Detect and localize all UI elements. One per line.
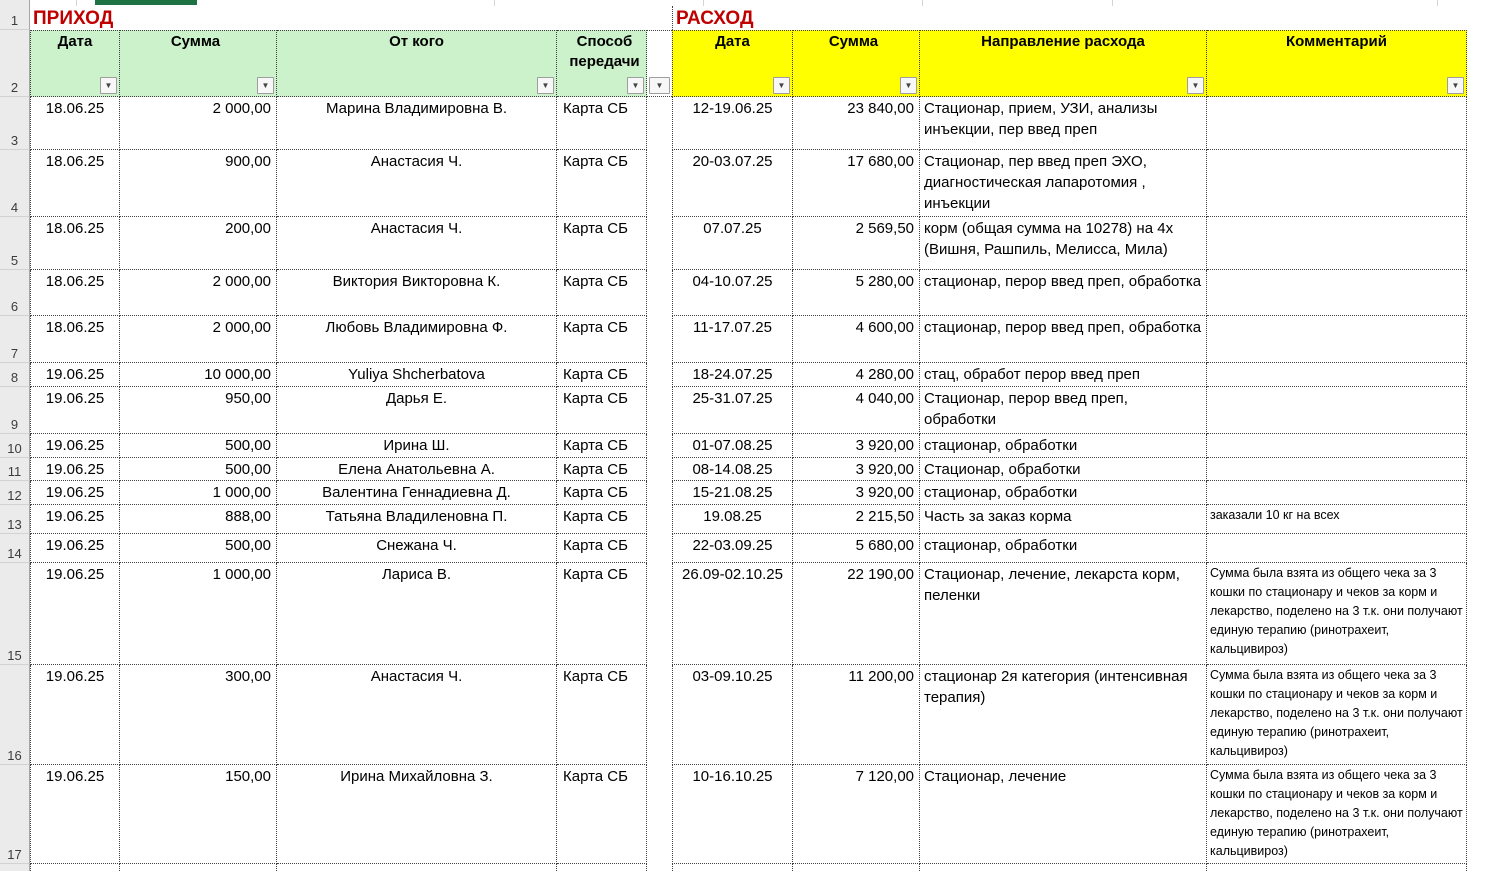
income-from-cell[interactable]: Анастасия Ч. (277, 665, 557, 765)
expense-sum-cell[interactable]: 4 040,00 (793, 387, 920, 434)
income-sum-cell[interactable]: 2 000,00 (120, 97, 277, 150)
expense-direction-cell[interactable]: корм (общая сумма на 10278) на 4х (Вишня, Рашпиль, Мелисса, Мила) (920, 217, 1207, 270)
cell-partial[interactable] (793, 864, 920, 871)
income-method-cell[interactable]: Карта СБ (557, 434, 647, 458)
expense-comment-header[interactable] (1207, 30, 1467, 97)
row-header-1[interactable]: 1 (0, 6, 30, 30)
expense-sum-header[interactable] (793, 30, 920, 97)
income-date-cell[interactable]: 18.06.25 (30, 316, 120, 363)
expense-date-cell[interactable]: 15-21.08.25 (672, 481, 793, 505)
expense-date-cell[interactable]: 26.09-02.10.25 (672, 563, 793, 665)
expense-sum-header-label: Сумма (828, 33, 879, 50)
income-from-cell[interactable]: Виктория Викторовна К. (277, 270, 557, 316)
income-date-cell[interactable]: 19.06.25 (30, 563, 120, 665)
income-sum-cell[interactable]: 150,00 (120, 765, 277, 864)
expense-comment-cell[interactable] (1207, 434, 1467, 458)
row-header-10[interactable]: 10 (0, 434, 30, 458)
expense-direction-cell[interactable]: стационар, перор введ преп, обработка (920, 316, 1207, 363)
income-date-cell[interactable]: 18.06.25 (30, 270, 120, 316)
income-sum-cell[interactable]: 500,00 (120, 434, 277, 458)
expense-direction-cell[interactable]: Стационар, перор введ преп, обработки (920, 387, 1207, 434)
cell-partial[interactable] (672, 864, 793, 871)
income-method-cell[interactable]: Карта СБ (557, 563, 647, 665)
expense-comment-cell[interactable]: Сумма была взята из общего чека за 3 кошки по стационару и чеков за корм и лекарство, поделено на 3 т.к. они получают единую терапию (ринотрахеит, кальцивироз) (1207, 665, 1467, 765)
income-sum-cell[interactable]: 300,00 (120, 665, 277, 765)
income-date-cell[interactable]: 19.06.25 (30, 458, 120, 481)
expense-sum-cell[interactable]: 5 280,00 (793, 270, 920, 316)
income-method-cell[interactable]: Карта СБ (557, 150, 647, 217)
spacer-cell[interactable] (647, 316, 672, 363)
expense-sum-cell[interactable]: 3 920,00 (793, 434, 920, 458)
income-method-cell[interactable]: Карта СБ (557, 316, 647, 363)
caret-down-icon: ▼ (1451, 80, 1460, 90)
expense-section-title[interactable]: РАСХОД (676, 8, 754, 29)
income-from-cell[interactable]: Елена Анатольевна А. (277, 458, 557, 481)
selection-edge-bar (95, 0, 197, 5)
row-header-7[interactable]: 7 (0, 316, 30, 363)
income-sum-header[interactable] (120, 30, 277, 97)
table-row (0, 665, 1485, 765)
row-header-13[interactable]: 13 (0, 505, 30, 534)
income-sum-cell[interactable]: 200,00 (120, 217, 277, 270)
expense-sum-cell[interactable]: 3 920,00 (793, 481, 920, 505)
cell-partial[interactable] (557, 864, 647, 871)
expense-sum-cell[interactable]: 2 215,50 (793, 505, 920, 534)
income-from-cell[interactable]: Ирина Ш. (277, 434, 557, 458)
spacer-cell[interactable] (647, 387, 672, 434)
caret-down-icon: ▼ (655, 80, 664, 90)
expense-date-cell[interactable]: 12-19.06.25 (672, 97, 793, 150)
income-sum-cell[interactable]: 1 000,00 (120, 481, 277, 505)
income-from-cell[interactable]: Лариса В. (277, 563, 557, 665)
expense-sum-cell[interactable]: 4 600,00 (793, 316, 920, 363)
filter-dropdown-income-sum[interactable] (257, 77, 274, 94)
income-method-cell[interactable]: Карта СБ (557, 387, 647, 434)
expense-date-cell[interactable]: 20-03.07.25 (672, 150, 793, 217)
table-row (0, 458, 1485, 481)
expense-comment-cell[interactable] (1207, 97, 1467, 150)
table-row (0, 97, 1485, 150)
income-date-cell[interactable]: 18.06.25 (30, 150, 120, 217)
income-from-cell[interactable]: Анастасия Ч. (277, 150, 557, 217)
income-sum-cell[interactable]: 2 000,00 (120, 270, 277, 316)
income-method-cell[interactable]: Карта СБ (557, 270, 647, 316)
expense-direction-header-label: Направление расхода (981, 33, 1145, 50)
table-row (0, 505, 1485, 534)
spacer-cell[interactable] (647, 481, 672, 505)
spacer-cell[interactable] (647, 434, 672, 458)
spacer-cell[interactable] (647, 150, 672, 217)
spacer-cell[interactable] (647, 665, 672, 765)
cell-partial[interactable] (1207, 864, 1467, 871)
income-method-header-label: Способ передачи (569, 33, 640, 70)
title-row (0, 6, 1485, 30)
row-header-partial-bottom[interactable] (0, 864, 30, 871)
expense-sum-cell[interactable]: 23 840,00 (793, 97, 920, 150)
row-header-2[interactable]: 2 (0, 30, 30, 97)
expense-direction-cell[interactable]: Стационар, пер введ преп ЭХО, диагностическая лапаротомия , инъекции (920, 150, 1207, 217)
row-header-11[interactable]: 11 (0, 458, 30, 481)
income-from-cell[interactable]: Анастасия Ч. (277, 217, 557, 270)
row-header-14[interactable]: 14 (0, 534, 30, 563)
expense-date-cell[interactable]: 01-07.08.25 (672, 434, 793, 458)
row-header-9[interactable]: 9 (0, 387, 30, 434)
expense-comment-cell[interactable]: Сумма была взята из общего чека за 3 кошки по стационару и чеков за корм и лекарство, поделено на 3 т.к. они получают единую терапию (ринотрахеит, кальцивироз) (1207, 765, 1467, 864)
table-row (0, 534, 1485, 563)
income-from-cell[interactable]: Любовь Владимировна Ф. (277, 316, 557, 363)
income-from-header-label: От кого (389, 33, 444, 50)
caret-down-icon: ▼ (777, 80, 786, 90)
income-date-header-label: Дата (57, 33, 93, 50)
expense-date-cell[interactable]: 18-24.07.25 (672, 363, 793, 387)
spacer-cell[interactable] (647, 563, 672, 665)
income-date-cell[interactable]: 19.06.25 (30, 363, 120, 387)
header-row (0, 30, 1485, 97)
table-row (0, 765, 1485, 864)
expense-comment-cell[interactable] (1207, 387, 1467, 434)
income-sum-cell[interactable]: 10 000,00 (120, 363, 277, 387)
expense-date-header-label: Дата (715, 33, 750, 50)
income-sum-cell[interactable]: 2 000,00 (120, 316, 277, 363)
caret-down-icon: ▼ (541, 80, 550, 90)
row-header-15[interactable]: 15 (0, 563, 30, 665)
cell-partial[interactable] (30, 864, 120, 871)
spacer-cell[interactable] (647, 458, 672, 481)
table-row (0, 316, 1485, 363)
expense-comment-cell[interactable] (1207, 217, 1467, 270)
income-date-cell[interactable]: 19.06.25 (30, 505, 120, 534)
expense-direction-cell[interactable]: Стационар, прием, УЗИ, анализы инъекции, пер введ преп (920, 97, 1207, 150)
caret-down-icon: ▼ (631, 80, 640, 90)
income-date-cell[interactable]: 19.06.25 (30, 481, 120, 505)
spacer-cell[interactable] (647, 505, 672, 534)
income-method-cell[interactable]: Карта СБ (557, 665, 647, 765)
expense-direction-cell[interactable]: стационар, обработки (920, 481, 1207, 505)
expense-date-cell[interactable]: 08-14.08.25 (672, 458, 793, 481)
income-date-cell[interactable]: 19.06.25 (30, 765, 120, 864)
expense-comment-cell[interactable] (1207, 458, 1467, 481)
cell-partial[interactable] (277, 864, 557, 871)
expense-date-cell[interactable]: 03-09.10.25 (672, 665, 793, 765)
expense-comment-cell[interactable]: заказали 10 кг на всех (1207, 505, 1467, 534)
expense-date-cell[interactable]: 04-10.07.25 (672, 270, 793, 316)
filter-dropdown-expense-sum[interactable] (900, 77, 917, 94)
expense-date-cell[interactable]: 22-03.09.25 (672, 534, 793, 563)
row-header-3[interactable]: 3 (0, 97, 30, 150)
expense-direction-cell[interactable]: Стационар, обработки (920, 458, 1207, 481)
bottom-partial-row (0, 864, 1485, 871)
spacer-header-cell[interactable] (647, 30, 672, 97)
caret-down-icon: ▼ (104, 80, 113, 90)
row-header-8[interactable]: 8 (0, 363, 30, 387)
expense-direction-cell[interactable]: стац, обработ перор введ преп (920, 363, 1207, 387)
expense-date-cell[interactable]: 07.07.25 (672, 217, 793, 270)
spacer-cell[interactable] (647, 217, 672, 270)
income-date-cell[interactable]: 18.06.25 (30, 97, 120, 150)
expense-comment-cell[interactable] (1207, 534, 1467, 563)
income-method-cell[interactable]: Карта СБ (557, 765, 647, 864)
income-date-cell[interactable]: 19.06.25 (30, 387, 120, 434)
income-sum-cell[interactable]: 500,00 (120, 534, 277, 563)
income-from-cell[interactable]: Татьяна Владиленовна П. (277, 505, 557, 534)
income-method-cell[interactable]: Карта СБ (557, 458, 647, 481)
spacer-cell[interactable] (647, 97, 672, 150)
expense-comment-cell[interactable] (1207, 363, 1467, 387)
income-date-cell[interactable]: 18.06.25 (30, 217, 120, 270)
income-method-cell[interactable]: Карта СБ (557, 534, 647, 563)
expense-comment-cell[interactable] (1207, 316, 1467, 363)
expense-date-cell[interactable]: 10-16.10.25 (672, 765, 793, 864)
filter-dropdown-expense-direction[interactable] (1187, 77, 1204, 94)
expense-direction-header[interactable] (920, 30, 1207, 97)
income-method-cell[interactable]: Карта СБ (557, 97, 647, 150)
cell-partial[interactable] (920, 864, 1207, 871)
table-divider-line (672, 6, 673, 30)
spacer-cell[interactable] (647, 765, 672, 864)
expense-sum-cell[interactable]: 2 569,50 (793, 217, 920, 270)
expense-date-cell[interactable]: 19.08.25 (672, 505, 793, 534)
expense-sum-cell[interactable]: 4 280,00 (793, 363, 920, 387)
income-from-header[interactable] (277, 30, 557, 97)
cell-partial[interactable] (120, 864, 277, 871)
spacer-cell[interactable] (647, 270, 672, 316)
table-row (0, 150, 1485, 217)
filter-dropdown-income-from[interactable] (537, 77, 554, 94)
income-sum-cell[interactable]: 900,00 (120, 150, 277, 217)
caret-down-icon: ▼ (904, 80, 913, 90)
income-sum-cell[interactable]: 888,00 (120, 505, 277, 534)
expense-direction-cell[interactable]: стационар, перор введ преп, обработка (920, 270, 1207, 316)
row-header-6[interactable]: 6 (0, 270, 30, 316)
expense-direction-cell[interactable]: Стационар, лечение, лекарста корм, пеленки (920, 563, 1207, 665)
expense-direction-cell[interactable]: стационар 2я категория (интенсивная терапия) (920, 665, 1207, 765)
income-method-cell[interactable]: Карта СБ (557, 363, 647, 387)
expense-date-cell[interactable]: 11-17.07.25 (672, 316, 793, 363)
expense-sum-cell[interactable]: 7 120,00 (793, 765, 920, 864)
row-header-12[interactable]: 12 (0, 481, 30, 505)
income-date-cell[interactable]: 19.06.25 (30, 665, 120, 765)
table-row (0, 217, 1485, 270)
income-date-header[interactable] (30, 30, 120, 97)
expense-comment-cell[interactable] (1207, 150, 1467, 217)
cell-partial[interactable] (647, 864, 672, 871)
income-from-cell[interactable]: Марина Владимировна В. (277, 97, 557, 150)
caret-down-icon: ▼ (261, 80, 270, 90)
table-row (0, 563, 1485, 665)
caret-down-icon: ▼ (1191, 80, 1200, 90)
income-sum-cell[interactable]: 950,00 (120, 387, 277, 434)
income-date-cell[interactable]: 19.06.25 (30, 534, 120, 563)
expense-sum-cell[interactable]: 5 680,00 (793, 534, 920, 563)
income-sum-cell[interactable]: 1 000,00 (120, 563, 277, 665)
filter-dropdown-income-method[interactable] (627, 77, 644, 94)
expense-date-cell[interactable]: 25-31.07.25 (672, 387, 793, 434)
expense-direction-cell[interactable]: стационар, обработки (920, 434, 1207, 458)
title-cells (30, 6, 1485, 30)
table-row (0, 434, 1485, 458)
row-header-5[interactable]: 5 (0, 217, 30, 270)
income-section-title[interactable]: ПРИХОД (33, 8, 114, 29)
income-sum-header-label: Сумма (170, 33, 221, 50)
expense-date-header[interactable] (672, 30, 793, 97)
expense-comment-cell[interactable] (1207, 481, 1467, 505)
income-sum-cell[interactable]: 500,00 (120, 458, 277, 481)
expense-sum-cell[interactable]: 22 190,00 (793, 563, 920, 665)
spacer-cell[interactable] (647, 363, 672, 387)
filter-dropdown-income-date[interactable] (100, 77, 117, 94)
table-row (0, 481, 1485, 505)
income-date-cell[interactable]: 19.06.25 (30, 434, 120, 458)
income-method-header[interactable] (557, 30, 647, 97)
income-from-cell[interactable]: Ирина Михайловна З. (277, 765, 557, 864)
expense-sum-cell[interactable]: 3 920,00 (793, 458, 920, 481)
expense-comment-header-label: Комментарий (1285, 33, 1387, 50)
income-from-cell[interactable]: Снежана Ч. (277, 534, 557, 563)
data-rows (0, 97, 1485, 864)
spacer-cell[interactable] (647, 534, 672, 563)
filter-dropdown-spacer[interactable] (649, 77, 670, 94)
income-from-cell[interactable]: Валентина Геннадиевна Д. (277, 481, 557, 505)
expense-direction-cell[interactable]: Стационар, лечение (920, 765, 1207, 864)
expense-direction-cell[interactable]: стационар, обработки (920, 534, 1207, 563)
income-method-cell[interactable]: Карта СБ (557, 217, 647, 270)
income-from-cell[interactable]: Yuliya Shcherbatova (277, 363, 557, 387)
expense-comment-cell[interactable] (1207, 270, 1467, 316)
expense-direction-cell[interactable]: Часть за заказ корма (920, 505, 1207, 534)
expense-sum-cell[interactable]: 11 200,00 (793, 665, 920, 765)
filter-dropdown-expense-date[interactable] (773, 77, 790, 94)
income-from-cell[interactable]: Дарья Е. (277, 387, 557, 434)
table-row (0, 363, 1485, 387)
income-method-cell[interactable]: Карта СБ (557, 481, 647, 505)
row-header-16[interactable]: 16 (0, 665, 30, 765)
expense-sum-cell[interactable]: 17 680,00 (793, 150, 920, 217)
table-row (0, 387, 1485, 434)
income-method-cell[interactable]: Карта СБ (557, 505, 647, 534)
table-row (0, 270, 1485, 316)
row-header-17[interactable]: 17 (0, 765, 30, 864)
filter-dropdown-expense-comment[interactable] (1447, 77, 1464, 94)
expense-comment-cell[interactable]: Сумма была взята из общего чека за 3 кошки по стационару и чеков за корм и лекарство, поделено на 3 т.к. они получают единую терапию (ринотрахеит, кальцивироз) (1207, 563, 1467, 665)
row-header-4[interactable]: 4 (0, 150, 30, 217)
